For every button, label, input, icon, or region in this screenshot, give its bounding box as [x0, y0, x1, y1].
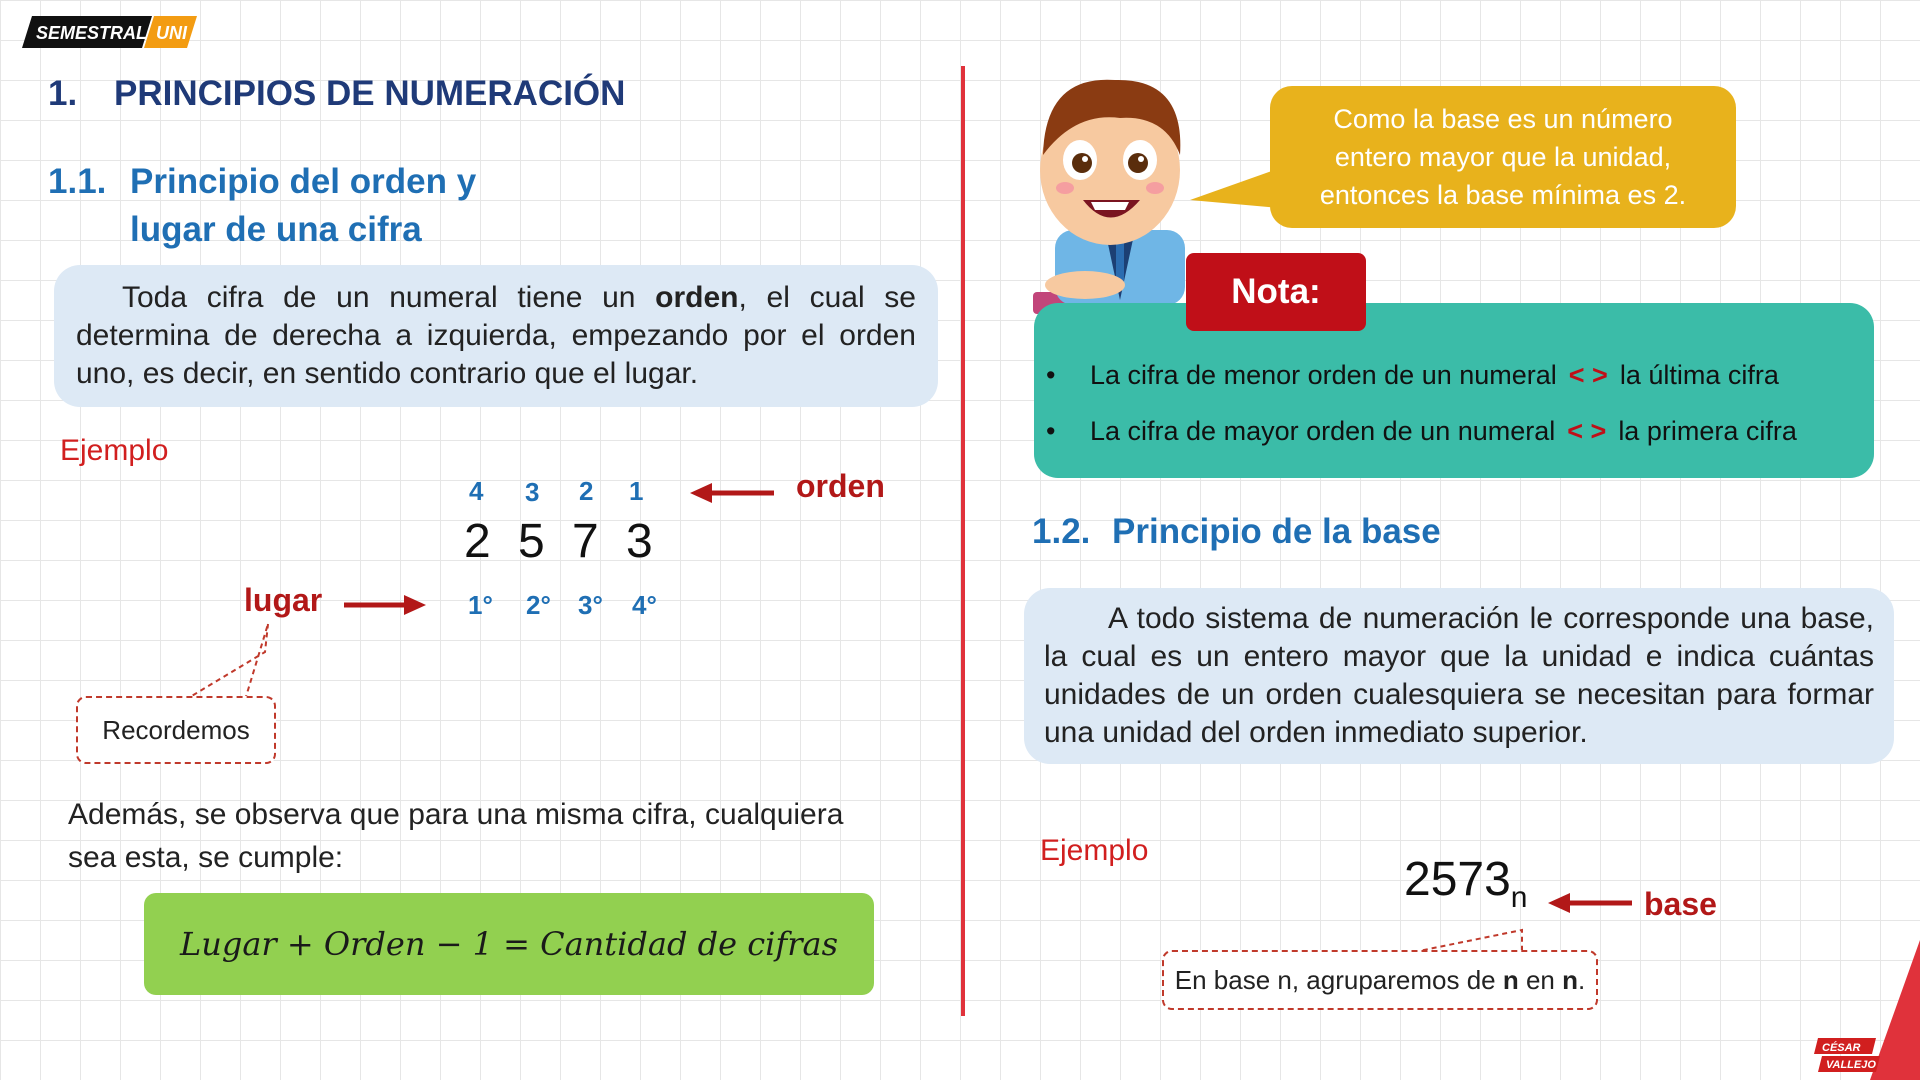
- base-number-value: 2573: [1404, 853, 1511, 906]
- speech-bubble: [1270, 86, 1736, 228]
- ademas-text: [68, 793, 843, 879]
- lugar-arrow-icon: [344, 590, 426, 620]
- digit-2: 2: [464, 515, 491, 568]
- section-1-1-heading: [48, 158, 476, 254]
- recordemos-callout: Recordemos: [76, 696, 276, 764]
- order-1: 1: [629, 476, 644, 506]
- base-note-callout: [1162, 950, 1598, 1010]
- semestral-uni-tag: [22, 16, 197, 48]
- example-2-label: Ejemplo: [1040, 834, 1149, 867]
- digit-7: 7: [572, 515, 599, 568]
- orden-arrow-icon: [690, 478, 775, 508]
- place-3: 3°: [578, 590, 603, 620]
- section-1-1-number: 1.1.: [48, 162, 107, 201]
- base-definition-box: [1024, 588, 1894, 764]
- orden-label: orden: [796, 468, 885, 504]
- place-2: 2°: [526, 590, 551, 620]
- nota-item-1-right: la última cifra: [1619, 360, 1779, 390]
- base-number: [1404, 852, 1527, 915]
- ademas-line1: Además, se observa que para una misma cifra, cualquiera: [68, 798, 844, 831]
- lugar-label: lugar: [244, 582, 323, 618]
- brand-left: SEMESTRAL: [36, 23, 148, 43]
- bubble-tail: [1190, 168, 1280, 208]
- nota-item-2-sym: < >: [1567, 416, 1607, 446]
- nota-item-2-left: La cifra de mayor orden de un numeral: [1090, 416, 1556, 446]
- box2-text: A todo sistema de numeración le corresponde una base, la cual es un entero mayor que la unidad e indica cuántas unidades de un orden cualesquiera se necesitan para formar una unidad del orden inmediato superior.: [1044, 602, 1874, 749]
- base-label: base: [1644, 886, 1717, 922]
- logo-line2: VALLEJO: [1826, 1059, 1876, 1071]
- section-1-2-title: Principio de la base: [1112, 512, 1441, 551]
- nota-label: Nota:: [1186, 253, 1366, 331]
- base-number-sub: n: [1510, 881, 1528, 914]
- boy-illustration: [1025, 60, 1205, 340]
- note-c: en: [1518, 965, 1563, 995]
- cesar-vallejo-logo: [1812, 1034, 1882, 1074]
- bubble-line3: entonces la base mínima es 2.: [1319, 180, 1687, 210]
- nota-item-2-right: la primera cifra: [1618, 416, 1797, 446]
- orden-definition-box: [54, 265, 938, 407]
- section-1-1-line2: lugar de una cifra: [130, 210, 422, 249]
- section-1-2-heading: [1032, 512, 1441, 552]
- bubble-line1: Como la base es un número: [1333, 104, 1673, 134]
- logo-line1: CÉSAR: [1822, 1042, 1861, 1054]
- nota-item-1: • La cifra de menor orden de un numeral < > la última cifra: [1046, 360, 1779, 390]
- nota-item-1-sym: < >: [1568, 360, 1608, 390]
- box1-bold: orden: [655, 281, 739, 314]
- recordemos-pointer: [170, 622, 280, 702]
- section-1-2-number: 1.2.: [1032, 512, 1091, 551]
- section-1-heading: [48, 74, 625, 114]
- box1-text-a: Toda cifra de un numeral tiene un: [122, 281, 656, 314]
- section-1-title: PRINCIPIOS DE NUMERACIÓN: [114, 74, 626, 113]
- section-1-number: 1.: [48, 74, 78, 113]
- ademas-line2: sea esta, se cumple:: [68, 841, 344, 874]
- formula-box: Lugar + Orden − 1 = Cantidad de cifras: [144, 893, 874, 995]
- base-arrow-icon: [1548, 888, 1632, 918]
- order-4: 4: [469, 476, 484, 506]
- note-a: En base n, agruparemos de: [1174, 965, 1503, 995]
- note-e: .: [1578, 965, 1586, 995]
- column-divider: [961, 66, 965, 1016]
- brand-right: UNI: [156, 23, 187, 43]
- example-1-label: Ejemplo: [60, 434, 169, 467]
- nota-item-2: • La cifra de mayor orden de un numeral < > la primera cifra: [1046, 416, 1797, 446]
- order-2: 2: [579, 476, 594, 506]
- place-4: 4°: [632, 590, 657, 620]
- box1-text-b: , el cual se determina de derecha a izquierda, empezando por el orden uno, es decir, en sentido contrario que el lugar.: [76, 281, 916, 390]
- order-3: 3: [525, 477, 540, 507]
- place-1: 1°: [468, 590, 493, 620]
- bubble-line2: entero mayor que la unidad,: [1334, 142, 1672, 172]
- note-d: n: [1562, 965, 1579, 995]
- section-1-1-line1: Principio del orden y: [130, 162, 477, 201]
- note-b: n: [1502, 965, 1519, 995]
- nota-item-1-left: La cifra de menor orden de un numeral: [1090, 360, 1557, 390]
- digit-3: 3: [626, 515, 653, 568]
- digit-5: 5: [518, 515, 545, 568]
